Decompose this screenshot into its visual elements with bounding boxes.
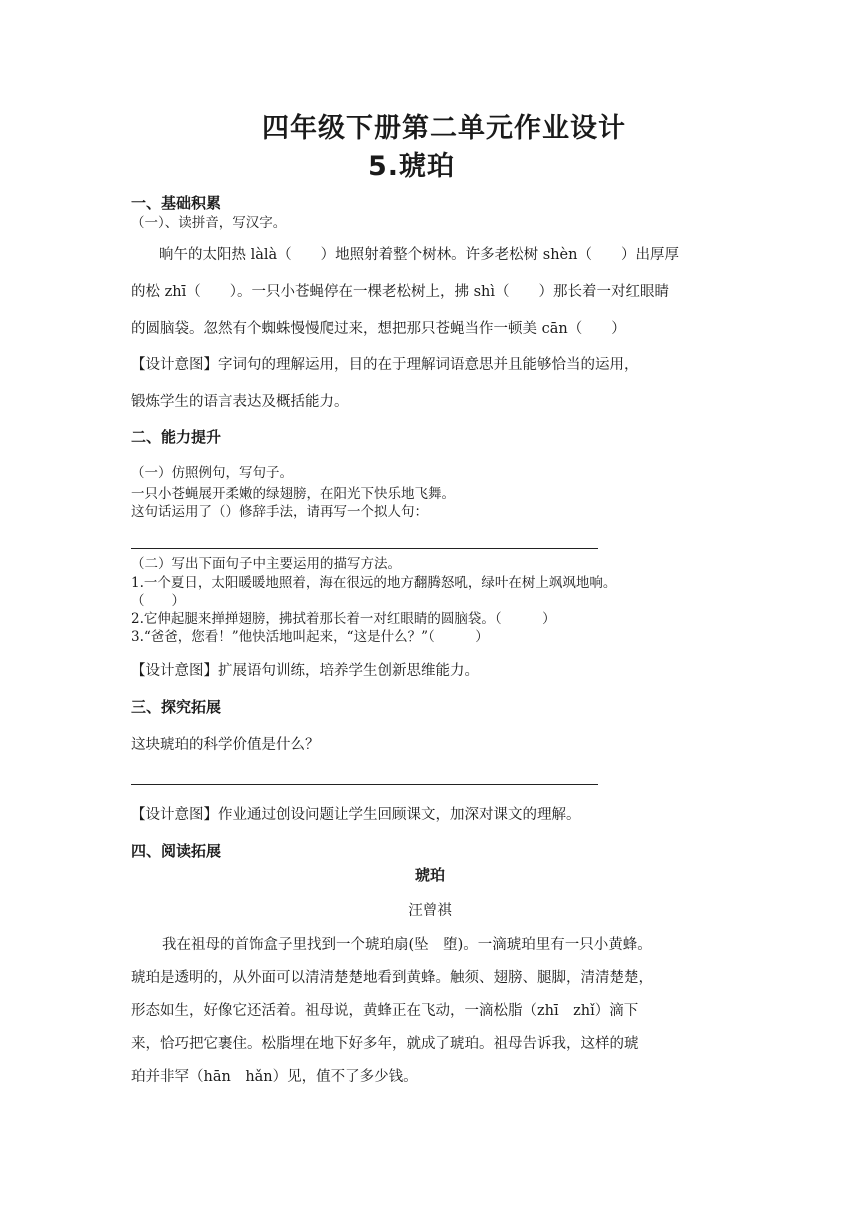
reading-paragraph-line: 来，恰巧把它裹住。松脂埋在地下好多年，就成了琥珀。祖母告诉我，这样的琥 — [131, 1036, 639, 1052]
answer-line[interactable] — [131, 784, 598, 785]
reading-paragraph-line: 珀并非罕（hān hǎn）见，值不了多少钱。 — [131, 1069, 418, 1085]
question-2-item: 1.一个夏日，太阳暖暖地照着，海在很远的地方翻腾怒吼，绿叶在树上飒飒地响。 — [131, 575, 617, 591]
question-2-item-blank: （ ） — [131, 593, 185, 609]
answer-line[interactable] — [131, 548, 598, 549]
page-title: 四年级下册第二单元作业设计 — [262, 113, 626, 144]
section-3-heading: 三、探究拓展 — [131, 698, 222, 716]
design-intent-line: 【设计意图】作业通过创设问题让学生回顾课文，加深对课文的理解。 — [131, 807, 581, 823]
reading-paragraph-line: 琥珀是透明的，从外面可以清清楚楚地看到黄蜂。触须、翅膀、腿脚，清清楚楚， — [131, 970, 653, 986]
section-1-subheading: （一）、读拼音，写汉字。 — [131, 215, 287, 231]
design-intent-line: 【设计意图】扩展语句训练，培养学生创新思维能力。 — [131, 663, 479, 679]
design-intent-line: 【设计意图】字词句的理解运用，目的在于理解词语意思并且能够恰当的运用， — [131, 357, 639, 373]
section-4-heading: 四、阅读拓展 — [131, 842, 222, 860]
section-2-heading: 二、能力提升 — [131, 428, 222, 446]
pinyin-paragraph-line: 的圆脑袋。忽然有个蜘蛛慢慢爬过来，想把那只苍蝇当作一顿美 cān（ ） — [131, 321, 626, 337]
reading-paragraph-line: 我在祖母的首饰盒子里找到一个琥珀扇(坠 堕)。一滴琥珀里有一只小黄蜂。 — [162, 937, 652, 953]
question-2-item: 2.它伸起腿来掸掸翅膀，拂拭着那长着一对红眼睛的圆脑袋。（ ） — [131, 611, 556, 627]
example-sentence: 一只小苍蝇展开柔嫩的绿翅膀，在阳光下快乐地飞舞。 — [131, 486, 455, 502]
reading-paragraph-line: 形态如生，好像它还活着。祖母说，黄蜂正在飞动，一滴松脂（zhī zhǐ）滴下 — [131, 1003, 639, 1019]
question-1-instruction: 这句话运用了（）修辞手法，请再写一个拟人句： — [131, 504, 428, 520]
design-intent-line: 锻炼学生的语言表达及概括能力。 — [131, 394, 349, 410]
reading-author: 汪曾祺 — [408, 903, 452, 919]
lesson-title: 5.琥珀 — [368, 151, 456, 182]
question-2-prompt: （二）写出下面句子中主要运用的描写方法。 — [131, 556, 401, 572]
question-2-item: 3.“爸爸，您看！”他快活地叫起来，“这是什么？”（ ） — [131, 629, 489, 645]
question-1-prompt: （一）仿照例句，写句子。 — [131, 465, 293, 481]
pinyin-paragraph-line: 的松 zhī（ ）。一只小苍蝇停在一棵老松树上，拂 shì（ ）那长着一对红眼睛 — [131, 284, 669, 300]
section-1-heading: 一、基础积累 — [131, 194, 222, 212]
reading-title: 琥珀 — [414, 866, 445, 884]
pinyin-paragraph-line: 晌午的太阳热 làlà（ ）地照射着整个树林。许多老松树 shèn（ ）出厚厚 — [159, 247, 679, 263]
exploration-question: 这块琥珀的科学价值是什么？ — [131, 737, 320, 753]
